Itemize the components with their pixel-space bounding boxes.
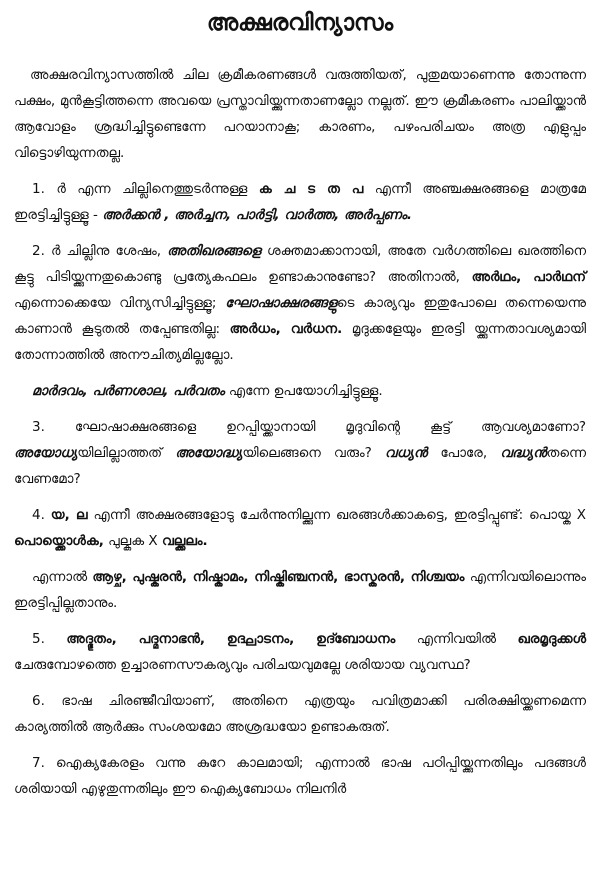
- paragraph-2-lead: 2. ർ ചില്ലിനു ശേഷം,: [32, 243, 168, 259]
- paragraph-1: [14, 176, 586, 228]
- paragraph-4b: [14, 564, 586, 616]
- paragraph-3-term-3: വധ്യൻ: [384, 445, 428, 461]
- paragraph-3: [14, 414, 586, 492]
- paragraph-6: 6. ഭാഷ ചിരഞ്ജീവിയാണ്, അതിനെ എത്രയും പവിത്രമാക്കി പരിരക്ഷിയ്ക്കണമെന്ന കാര്യത്തിൽ ആർക്കും സംശയമോ അശ്രദ്ധയോ ഉണ്ടാകരുത്.: [14, 693, 586, 735]
- paragraph-3-term-2: അയോദ്ധ്യ: [175, 445, 243, 461]
- paragraph-7: 7. ഐക്യകേരളം വന്നു കുറേ കാലമായി; എന്നാൽ ഭാഷ പഠിപ്പിയ്ക്കുന്നതിലും പദങ്ങൾ ശരിയായി എഴുതുന്നതിലും ഈ ഐക്യബോധം നിലനിർ: [14, 755, 586, 797]
- paragraph-2: [14, 238, 586, 368]
- paragraph-1-letters: ക ച ട ത പ: [258, 181, 364, 197]
- paragraph-2b-words: മാർദവം, പർണശാല, പർവതം: [32, 383, 225, 399]
- paragraph-4-text-2: പുല്കുക X: [103, 533, 162, 549]
- paragraph-3-text-2: യിലെങ്ങനെ വരും?: [242, 445, 385, 461]
- paragraph-3-text-1: യിലില്ലാത്തത്: [77, 445, 176, 461]
- paragraph-4b-lead: എന്നാൽ: [32, 569, 93, 585]
- paragraph-2-term-2: അർഥം, പാർഥന്: [471, 269, 586, 285]
- paragraph-2-text-1: ശക്തമാക്കാനായി, അതേ വർഗത്തിലെ ഖരത്തിനെ കൂട്ടു പിടിയ്ക്കുന്നതുകൊണ്ടു പ്രത്യേകഫലം ഉണ്ടാകാനുണ്ടോ? അതിനാൽ,: [14, 243, 586, 285]
- paragraph-4-term-1: യ, ല: [50, 507, 88, 523]
- paragraph-2-text-3: ടെ കാര്യവും ഇതുപോലെ തന്നെയെന്നു കാണാൻ കൂടുതൽ തപ്പേണ്ടതില്ല:: [14, 295, 586, 337]
- paragraph-5-text-1: എന്നിവയിൽ: [395, 631, 518, 647]
- page-title: അക്ഷരവിന്യാസം: [206, 10, 394, 36]
- paragraph-5-text-2: ചേരുമ്പോഴത്തെ ഉച്ചാരണസൗകര്യവും പരിചയവുമല്ലേ ശരിയായ വ്യവസ്ഥ?: [14, 657, 471, 673]
- paragraph-4-term-2: പൊയ്ക്കൊൾക,: [14, 533, 104, 549]
- paragraph-3-text-3: പോരേ,: [427, 445, 501, 461]
- paragraph-4-text-1: എന്നീ അക്ഷരങ്ങളോടു ചേർന്നുനില്ക്കുന്ന ഖരങ്ങൾക്കാകട്ടെ, ഇരട്ടിപ്പുണ്ട്: പൊയ്ക X: [87, 507, 586, 523]
- paragraph-4: [14, 502, 586, 554]
- paragraph-2-term-4: അർധം, വർധന.: [229, 321, 343, 337]
- paragraph-5-lead: 5.: [32, 631, 67, 647]
- paragraph-3-text-4: തന്നെ വേണമോ?: [14, 445, 587, 487]
- paragraph-4-term-3: വല്ക്കലം.: [161, 533, 208, 549]
- paragraph-4b-rest: എന്നിവയിലൊന്നും ഇരട്ടിപ്പില്ലതാനും.: [14, 569, 586, 611]
- paragraph-2b-rest: എന്നേ ഉപയോഗിച്ചിട്ടുള്ളൂ.: [224, 383, 383, 399]
- paragraph-5-term-2: ഖരമൃദുക്കൾ: [517, 631, 587, 647]
- intro-paragraph: അക്ഷരവിന്യാസത്തിൽ ചില ക്രമീകരണങ്ങൾ വരുത്തിയത്, പുതുമയാണെന്നു തോന്നുന്ന പക്ഷം, മുൻകൂട്ടിത്തന്നെ അവയെ പ്രസ്താവിയ്ക്കുന്നതാണല്ലോ നല്ലത്. ഈ ക്രമീകരണം പാലിയ്ക്കാൻ ആവോളം ശ്രദ്ധിച്ചിട്ടുണ്ടെന്നേ പറയാനാകൂ; കാരണം, പഴംപരിചയം അത്ര എളുപ്പം വിട്ടൊഴിയുന്നതല്ല.: [14, 67, 586, 161]
- paragraph-5: [14, 626, 586, 678]
- paragraph-2b: [14, 378, 586, 404]
- paragraph-1-examples: അർക്കൻ , അർച്ചന, പാർട്ടി, വാർത്ത, അർപ്പണം.: [102, 207, 412, 223]
- paragraph-2-term-1: അതിഖരങ്ങളെ: [167, 243, 261, 259]
- paragraph-3-term-4: വദ്ധ്യൻ: [500, 445, 547, 461]
- paragraph-2-term-3: ഘോഷാക്ഷരങ്ങളു: [225, 295, 337, 311]
- paragraph-3-term-1: അയോധ്യ: [14, 445, 78, 461]
- paragraph-4-lead: 4.: [32, 507, 51, 523]
- paragraph-5-words: അദ്ഭുതം, പദ്മനാഭൻ, ഉദ്ഘാടനം, ഉദ്ബോധനം: [66, 631, 396, 647]
- paragraph-2-text-2: എന്നൊക്കെയേ വിന്യസിച്ചിട്ടുള്ളൂ;: [14, 295, 226, 311]
- paragraph-4b-words: ആഴ്ച, പുഷ്കരൻ, നിഷ്കാമം, നിഷ്കിഞ്ചനൻ, ഭാസ്കരൻ, നിശ്ചയം: [92, 569, 465, 585]
- paragraph-1-mid: എന്നീ അഞ്ചക്ഷരങ്ങളെ മാത്രമേ ഇരട്ടിച്ചിട്ടുള്ളൂ -: [14, 181, 587, 223]
- paragraph-3-lead: 3. ഘോഷാക്ഷരങ്ങളെ ഉറപ്പിയ്ക്കാനായി മൃദുവിന്റെ കൂട്ട് ആവശ്യമാണോ?: [32, 419, 586, 435]
- paragraph-2-text-4: മൃദുക്കളേയും ഇരട്ടി യ്ക്കുന്നതാവശ്യമായി തോന്നാത്തിൽ അനൗചിത്യമില്ലല്ലോ.: [14, 321, 587, 363]
- paragraph-1-lead: 1. ർ എന്ന ചില്ലിനെത്തുടർന്നുള്ള: [32, 181, 259, 197]
